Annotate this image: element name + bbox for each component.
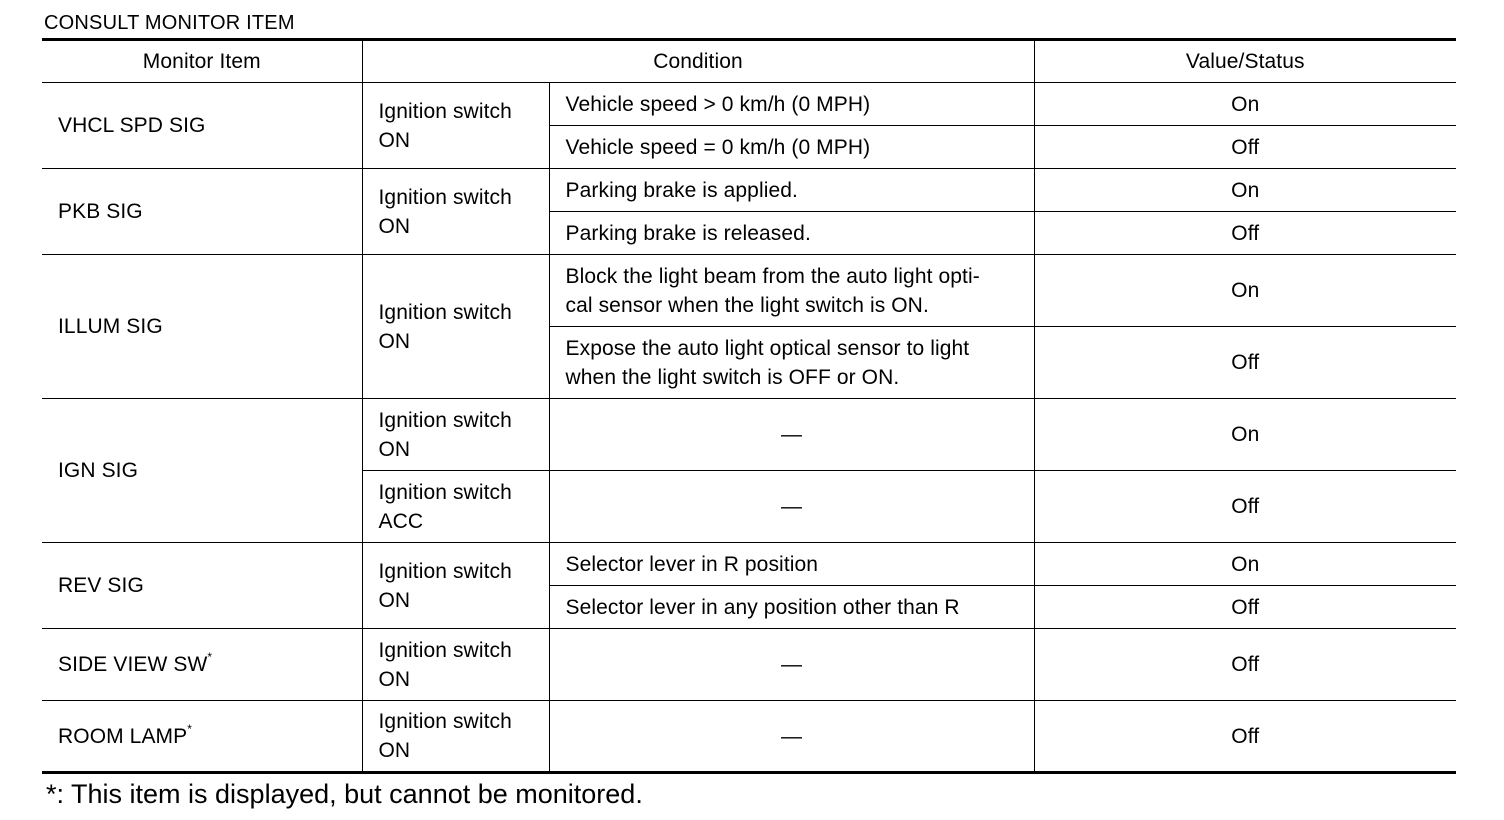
monitor-item-cell: VHCL SPD SIG	[42, 83, 362, 169]
value-cell: On	[1034, 255, 1456, 327]
monitor-item-cell	[42, 701, 362, 773]
header-value-status: Value/Status	[1034, 40, 1456, 83]
condition-cell	[549, 255, 1034, 327]
switch-cell: Ignition switch ON	[362, 629, 549, 701]
condition-cell: —	[549, 701, 1034, 773]
header-condition: Condition	[362, 40, 1034, 83]
footnote: *: This item is displayed, but cannot be monitored.	[46, 779, 643, 809]
switch-cell: Ignition switch ACC	[362, 471, 549, 543]
consult-monitor-table	[42, 38, 1456, 774]
monitor-item-cell	[42, 629, 362, 701]
monitor-item-cell: IGN SIG	[42, 399, 362, 543]
value-cell: On	[1034, 543, 1456, 586]
switch-cell: Ignition switch ON	[362, 543, 549, 629]
condition-cell: Parking brake is applied.	[549, 169, 1034, 212]
value-cell: Off	[1034, 212, 1456, 255]
condition-cell: Vehicle speed > 0 km/h (0 MPH)	[549, 83, 1034, 126]
condition-cell	[549, 327, 1034, 399]
value-cell: Off	[1034, 126, 1456, 169]
value-cell: Off	[1034, 586, 1456, 629]
condition-line: Expose the auto light optical sensor to light	[565, 336, 970, 360]
table-row	[42, 169, 1456, 212]
header-row	[42, 40, 1456, 83]
value-cell: Off	[1034, 701, 1456, 773]
table-title: CONSULT MONITOR ITEM	[44, 12, 295, 34]
table-row	[42, 255, 1456, 327]
condition-cell: —	[549, 471, 1034, 543]
table-row	[42, 701, 1456, 773]
footnote-mark: *	[207, 650, 213, 664]
switch-cell: Ignition switch ON	[362, 399, 549, 471]
value-cell: On	[1034, 169, 1456, 212]
footnote-mark: *	[187, 721, 193, 736]
monitor-item-label: SIDE VIEW SW	[58, 653, 208, 676]
condition-line: when the light switch is OFF or ON.	[565, 365, 900, 389]
table-row	[42, 543, 1456, 586]
value-cell: Off	[1034, 327, 1456, 399]
monitor-item-cell: ILLUM SIG	[42, 255, 362, 399]
header-monitor-item: Monitor Item	[42, 40, 362, 83]
monitor-item-cell: PKB SIG	[42, 169, 362, 255]
table-row	[42, 399, 1456, 471]
condition-cell: —	[549, 629, 1034, 701]
value-cell: Off	[1034, 471, 1456, 543]
value-cell: On	[1034, 399, 1456, 471]
table-row	[42, 629, 1456, 701]
condition-cell: Selector lever in any position other than R	[549, 586, 1034, 629]
condition-cell: —	[549, 399, 1034, 471]
value-cell: On	[1034, 83, 1456, 126]
condition-cell: Parking brake is released.	[549, 212, 1034, 255]
condition-line: Block the light beam from the auto light opti-	[565, 264, 980, 288]
switch-cell: Ignition switch ON	[362, 169, 549, 255]
switch-cell: Ignition switch ON	[362, 83, 549, 169]
table-row	[42, 83, 1456, 126]
value-cell: Off	[1034, 629, 1456, 701]
monitor-item-label: ROOM LAMP	[58, 724, 188, 748]
switch-cell: Ignition switch ON	[362, 255, 549, 399]
switch-cell: Ignition switch ON	[362, 701, 549, 773]
condition-cell: Selector lever in R position	[549, 543, 1034, 586]
condition-cell: Vehicle speed = 0 km/h (0 MPH)	[549, 126, 1034, 169]
condition-line: cal sensor when the light switch is ON.	[565, 293, 929, 317]
monitor-item-cell: REV SIG	[42, 543, 362, 629]
